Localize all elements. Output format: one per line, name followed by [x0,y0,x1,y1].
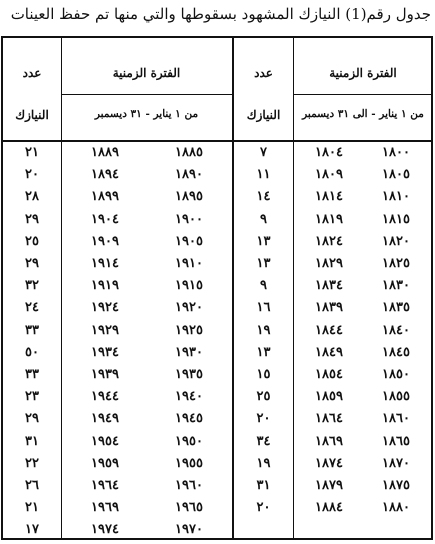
meteorite-count: ٧ [260,145,267,160]
period-start: ١٩٢٥ [175,322,203,338]
meteorite-count: ٢٠ [256,411,271,427]
period-start: ١٩٥٠ [175,433,203,449]
period-start: ١٨٣٠ [382,278,410,294]
period-start: ١٨٥٥ [382,389,410,405]
period-end: ١٨٤٤ [315,322,343,338]
period-end: ١٨٩٩ [91,189,119,205]
meteorite-count: ٢٠ [25,167,39,183]
period-start: ١٩٧٠ [175,522,203,538]
period-end: ١٨٧٩ [315,478,343,493]
meteorite-count: ٣١ [256,478,271,493]
meteorite-count: ١٧ [25,522,39,538]
meteorite-count: ٢٥ [256,389,271,405]
period-start: ١٨٥٠ [382,367,410,382]
period-range-header: من ١ يناير - ٣١ ديسمبر [94,108,199,120]
meteorite-count: ٣٣ [25,367,39,382]
period-start: ١٩٤٥ [175,411,203,427]
period-end: ١٩٥٩ [91,455,119,471]
period-start: ١٨٧٠ [382,455,410,471]
period-start: ١٨٩٠ [175,167,203,183]
meteorite-count: ٣٣ [25,322,39,338]
period-end: ١٨٦٩ [315,433,343,449]
meteorite-count: ١٣ [256,233,271,249]
count-header-bottom: النيازك [246,108,281,122]
period-end: ١٨٢٤ [315,233,343,249]
period-start: ١٩٦٥ [175,500,203,516]
period-end: ١٩٣٤ [91,344,119,360]
period-end: ١٩٤٤ [91,389,119,405]
period-start: ١٨٩٥ [175,189,203,205]
meteorite-table [1,36,433,540]
period-start: ١٨٤٥ [382,344,410,360]
meteorite-count: ٩ [260,211,267,227]
meteorite-count: ١٤ [256,189,271,205]
period-end: ١٨٥٩ [315,389,343,405]
period-start: ١٩١٠ [175,256,203,271]
period-end: ١٨٣٩ [315,300,343,316]
meteorite-count: ١٦ [256,300,271,316]
period-start: ١٩١٥ [175,278,203,294]
count-header-top: عدد [22,66,42,80]
meteorite-count: ٢٦ [25,478,39,493]
period-start: ١٨١٥ [382,211,410,227]
period-end: ١٩٠٩ [91,233,119,249]
meteorite-count: ٢١ [25,500,39,516]
header-divider [293,94,433,95]
period-start: ١٩٢٠ [175,300,203,316]
period-end: ١٩٢٤ [91,300,119,316]
period-end: ١٩٤٩ [91,411,119,427]
meteorite-count: ١٣ [256,256,271,271]
period-end: ١٩٣٩ [91,367,119,382]
period-end: ١٨١٤ [315,189,343,205]
period-end: ١٨٣٤ [315,278,343,294]
count-header-top: عدد [254,66,273,80]
meteorite-count: ٢٩ [25,211,39,227]
period-end: ١٩١٤ [91,256,119,271]
period-start: ١٨٦٠ [382,411,410,427]
meteorite-count: ٥٠ [25,344,39,360]
meteorite-count: ١٩ [256,322,271,338]
meteorite-count: ١٥ [256,367,271,382]
period-end: ١٨٠٤ [315,145,343,160]
period-start: ١٨٠٥ [382,167,410,183]
meteorite-count: ٢٥ [25,233,39,249]
period-end: ١٨١٩ [315,211,343,227]
period-start: ١٨٣٥ [382,300,410,316]
meteorite-count: ١١ [256,167,271,183]
period-end: ١٩١٩ [91,278,119,294]
period-start: ١٨٦٥ [382,433,410,449]
period-end: ١٨٠٩ [315,167,343,183]
period-start: ١٨٧٥ [382,478,410,493]
header-divider [61,94,232,95]
period-start: ١٨٨٠ [382,500,410,516]
period-start: ١٩٦٠ [175,478,203,493]
period-end: ١٨٨٩ [91,145,119,160]
period-start: ١٩٠٠ [175,211,203,227]
period-end: ١٩٦٩ [91,500,119,516]
table-caption: جدول رقم(1) النيازك المشهود بسقوطها والتي منها تم حفظ العينات [10,5,431,23]
period-start: ١٩٤٠ [175,389,203,405]
period-end: ١٩٦٤ [91,478,119,493]
period-start: ١٨٢٠ [382,233,410,249]
meteorite-count: ٢٢ [25,455,39,471]
meteorite-count: ٢٨ [25,189,39,205]
meteorite-count: ١٩ [256,455,271,471]
period-start: ١٩٥٥ [175,455,203,471]
period-start: ١٩٣٥ [175,367,203,382]
meteorite-count: ٣٢ [25,278,39,294]
period-header: الفترة الزمنية [112,66,181,80]
period-end: ١٩٠٤ [91,211,119,227]
meteorite-count: ٢٤ [25,300,39,316]
period-end: ١٨٤٩ [315,344,343,360]
period-end: ١٨٩٤ [91,167,119,183]
period-range-header: من ١ يناير - الى ٣١ ديسمبر [302,108,424,120]
period-end: ١٩٧٤ [91,522,119,538]
period-start: ١٨٤٠ [382,322,410,338]
meteorite-count: ٣١ [25,433,39,449]
period-end: ١٨٦٤ [315,411,343,427]
meteorite-count: ٢٩ [25,411,39,427]
period-header: الفترة الزمنية [329,66,397,80]
meteorite-count: ٩ [260,278,267,294]
period-end: ١٩٥٤ [91,433,119,449]
period-end: ١٨٥٤ [315,367,343,382]
meteorite-count: ٢٠ [256,500,271,516]
count-header-bottom: النيازك [15,108,49,122]
period-start: ١٩٠٥ [175,233,203,249]
period-start: ١٨١٠ [382,189,410,205]
meteorite-count: ٢٩ [25,256,39,271]
period-start: ١٨٢٥ [382,256,410,271]
period-end: ١٩٢٩ [91,322,119,338]
period-end: ١٨٧٤ [315,455,343,471]
meteorite-count: ٢١ [25,145,39,160]
period-start: ١٨٠٠ [382,145,410,160]
meteorite-count: ١٣ [256,344,271,360]
meteorite-count: ٢٣ [25,389,39,405]
period-start: ١٨٨٥ [175,145,203,160]
period-start: ١٩٣٠ [175,344,203,360]
period-end: ١٨٢٩ [315,256,343,271]
period-end: ١٨٨٤ [315,500,343,516]
meteorite-count: ٣٤ [256,433,271,449]
